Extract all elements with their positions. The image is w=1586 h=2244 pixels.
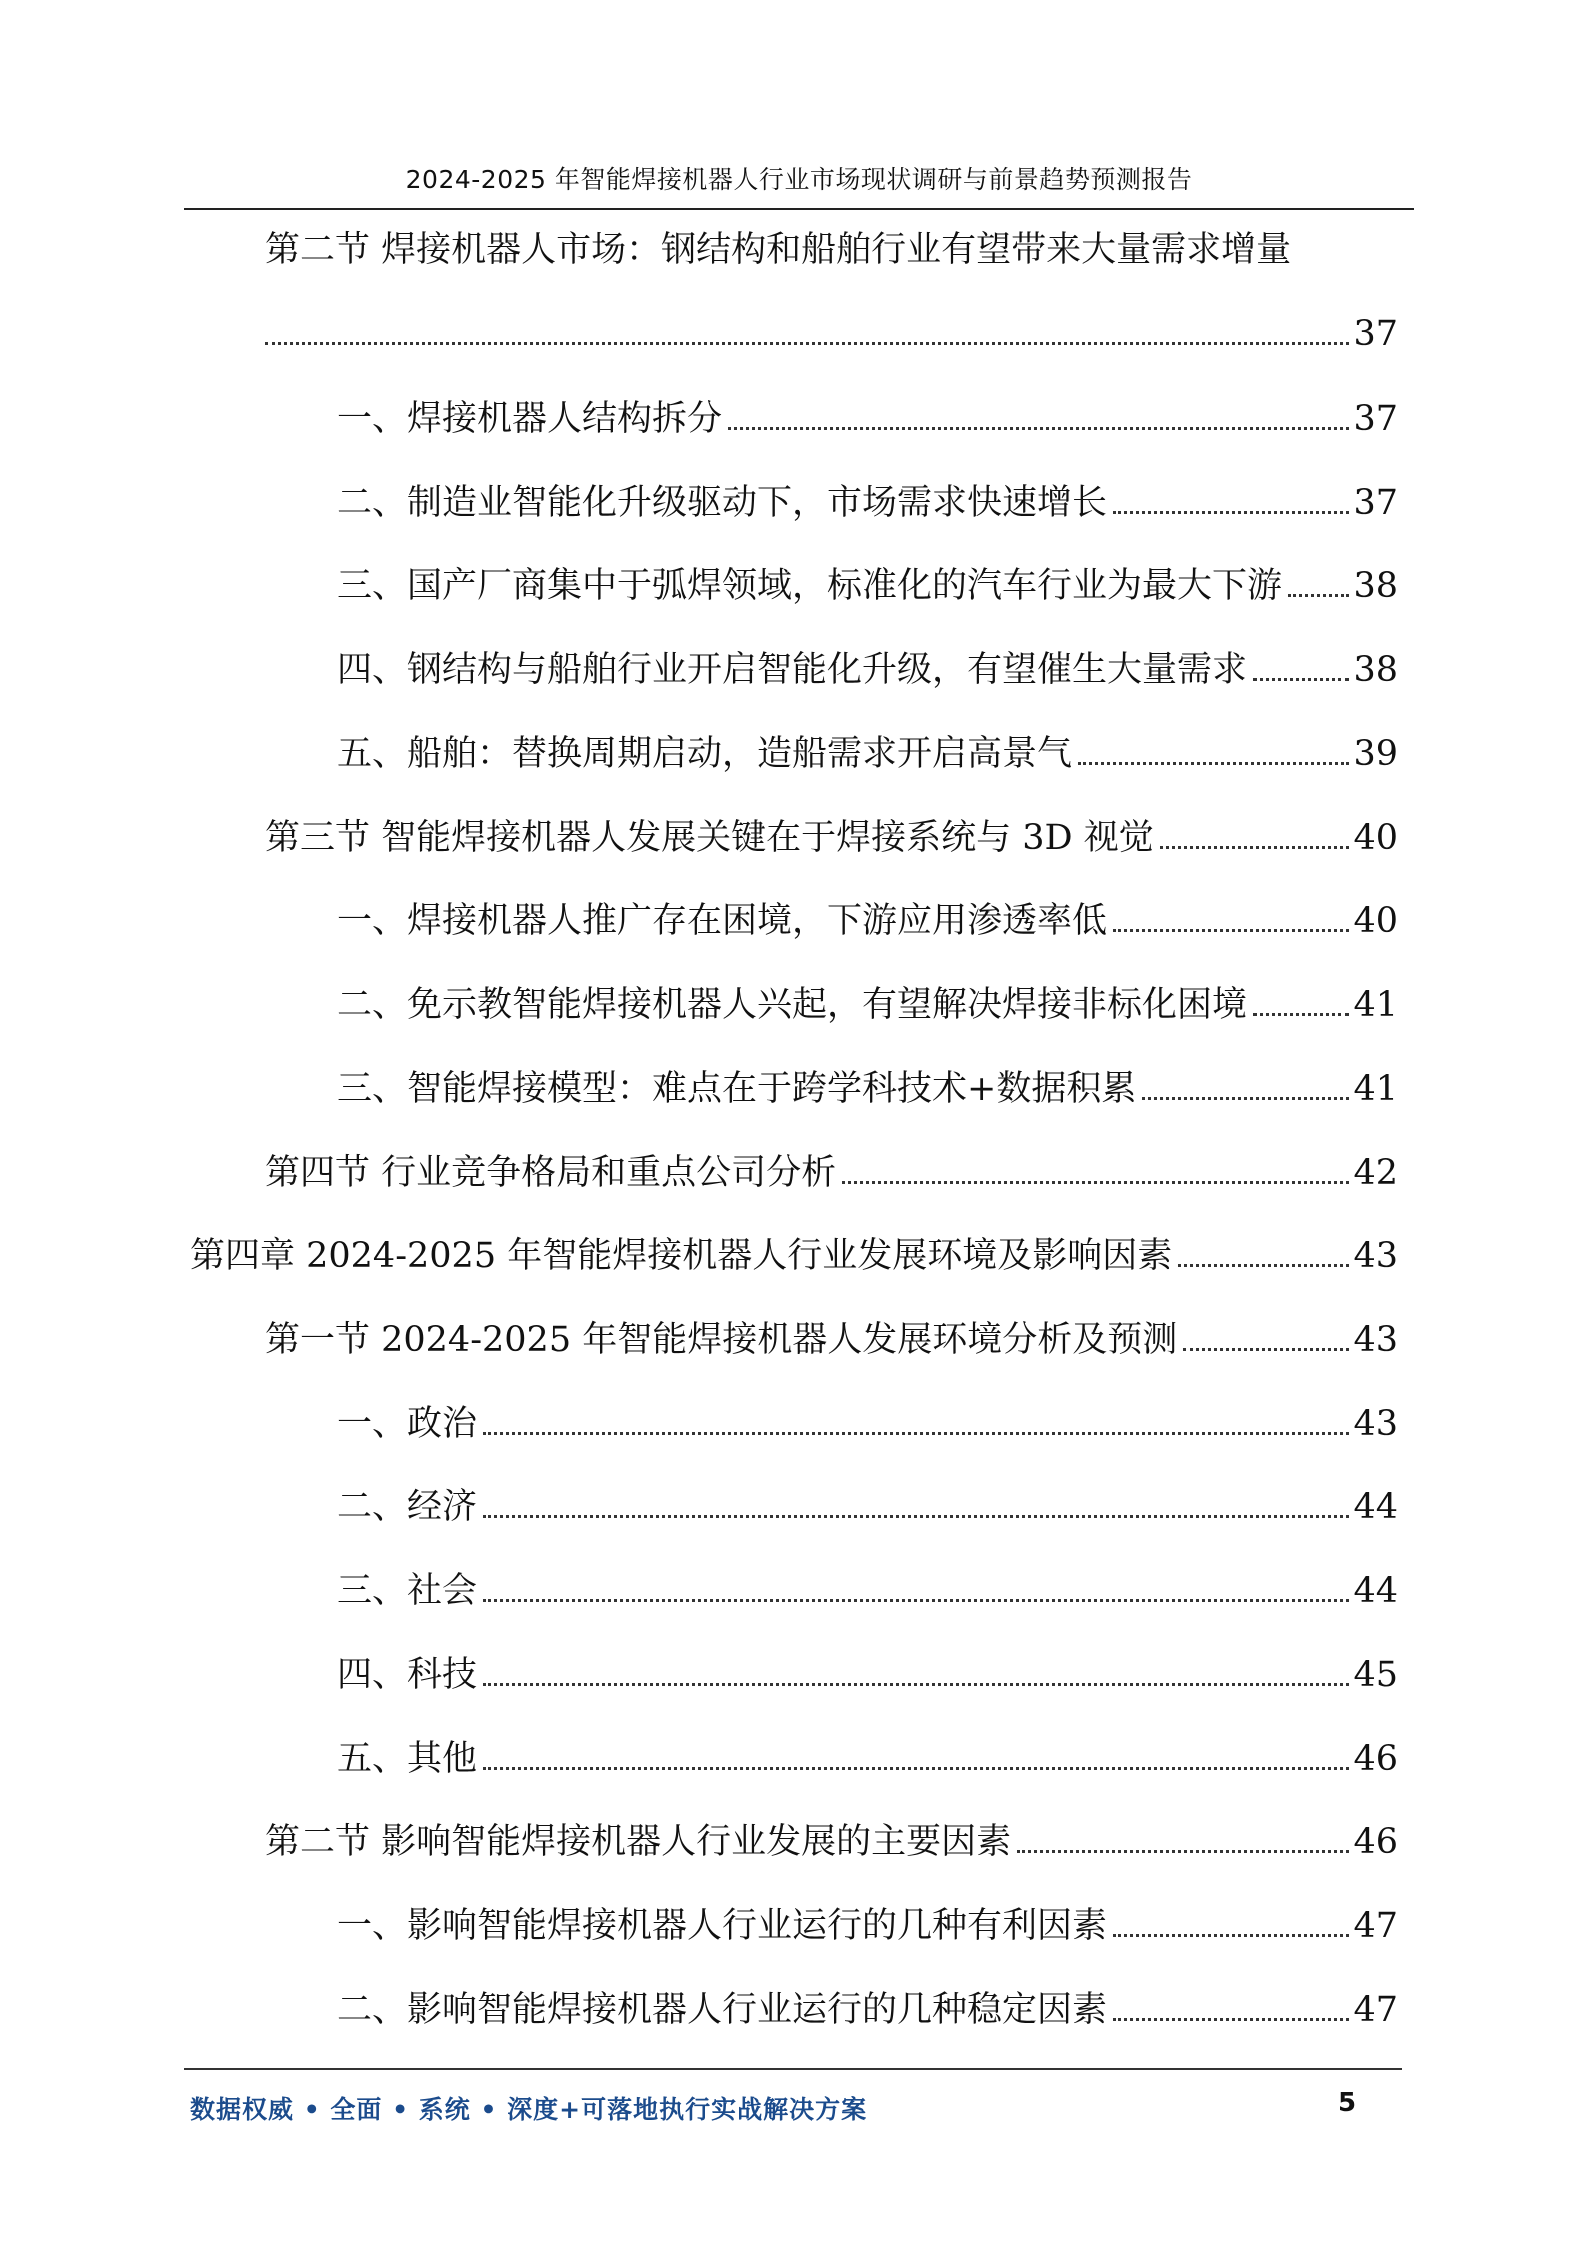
toc-entry[interactable] [337,1061,1398,1111]
toc-page-number: 47 [1353,1990,1398,2030]
toc-entry-title: 三、国产厂商集中于弧焊领域，标准化的汽车行业为最大下游 [337,566,1283,606]
dot-leader [1113,929,1349,932]
toc-entry[interactable] [265,810,1398,860]
toc-page-number: 43 [1353,1404,1398,1444]
toc-entry-title: 一、焊接机器人推广存在困境，下游应用渗透率低 [337,901,1108,941]
toc-entry-title: 五、船舶：替换周期启动，造船需求开启高景气 [337,734,1073,774]
toc-page-number: 41 [1353,985,1398,1025]
toc-entry-continuation[interactable] [265,306,1398,356]
toc-entry-title: 五、其他 [337,1739,478,1779]
toc-entry[interactable] [337,1898,1398,1948]
dot-leader [1253,1013,1349,1016]
dot-leader [483,1432,1349,1435]
toc-entry-title: 一、焊接机器人结构拆分 [337,399,723,439]
toc-entry-title: 第四节 行业竞争格局和重点公司分析 [265,1153,837,1193]
toc-entry-title: 二、经济 [337,1487,478,1527]
toc-page-number: 46 [1353,1739,1398,1779]
toc-entry[interactable] [190,1228,1398,1278]
dot-leader [1142,1097,1349,1100]
dot-leader [265,342,1349,345]
toc-entry[interactable] [337,726,1398,776]
toc-page-number: 43 [1353,1236,1398,1276]
footer-divider [184,2068,1402,2070]
toc-entry[interactable] [337,558,1398,608]
toc-entry-title: 四、科技 [337,1655,478,1695]
toc-entry-title: 第四章 2024-2025 年智能焊接机器人行业发展环境及影响因素 [190,1236,1173,1276]
toc-entry[interactable] [337,1647,1398,1697]
dot-leader [1113,2018,1349,2021]
header-divider [184,208,1414,210]
dot-leader [1078,762,1349,765]
toc-entry[interactable] [337,1563,1398,1613]
toc-page-number: 41 [1353,1069,1398,1109]
dot-leader [1160,846,1350,849]
toc-entry[interactable] [337,893,1398,943]
dot-leader [842,1181,1349,1184]
toc-entry-title: 四、钢结构与船舶行业开启智能化升级，有望催生大量需求 [337,650,1248,690]
dot-leader [1113,511,1349,514]
toc-page-number: 37 [1353,483,1398,523]
toc-page-number: 47 [1353,1906,1398,1946]
toc-entry-title: 三、智能焊接模型：难点在于跨学科技术+数据积累 [337,1069,1137,1109]
toc-page-number: 42 [1353,1153,1398,1193]
toc-entry-title: 一、影响智能焊接机器人行业运行的几种有利因素 [337,1906,1108,1946]
toc-entry-title: 一、政治 [337,1404,478,1444]
dot-leader [1113,1934,1349,1937]
dot-leader [728,427,1349,430]
toc-entry[interactable] [265,1312,1398,1362]
toc-page-number: 45 [1353,1655,1398,1695]
footer-slogan: 数据权威 • 全面 • 系统 • 深度+可落地执行实战解决方案 [190,2095,868,2124]
toc-entry[interactable] [337,977,1398,1027]
toc-entry[interactable] [337,475,1398,525]
toc-page-number: 43 [1353,1320,1398,1360]
toc-entry[interactable] [337,1479,1398,1529]
dot-leader [1288,594,1349,597]
toc-page-number: 46 [1353,1822,1398,1862]
dot-leader [1017,1850,1349,1853]
page-header-title: 2024-2025 年智能焊接机器人行业市场现状调研与前景趋势预测报告 [405,165,1193,194]
toc-entry-title: 二、免示教智能焊接机器人兴起，有望解决焊接非标化困境 [337,985,1248,1025]
toc-entry[interactable] [337,1396,1398,1446]
toc-entry-title: 二、制造业智能化升级驱动下，市场需求快速增长 [337,483,1108,523]
toc-page-number: 38 [1353,650,1398,690]
toc-entry[interactable] [337,1731,1398,1781]
toc-entry[interactable] [265,1145,1398,1195]
toc-entry-title: 第一节 2024-2025 年智能焊接机器人发展环境分析及预测 [265,1320,1178,1360]
toc-page-number: 44 [1353,1571,1398,1611]
toc-entry-section-heading[interactable]: 第二节 焊接机器人市场：钢结构和船舶行业有望带来大量需求增量 [265,230,1292,270]
dot-leader [1178,1264,1349,1267]
toc-page-number: 37 [1353,314,1398,354]
toc-entry[interactable] [337,1982,1398,2032]
toc-entry[interactable] [337,391,1398,441]
dot-leader [483,1767,1349,1770]
toc-entry[interactable] [265,1814,1398,1864]
toc-entry-title: 二、影响智能焊接机器人行业运行的几种稳定因素 [337,1990,1108,2030]
toc-entry-title: 第三节 智能焊接机器人发展关键在于焊接系统与 3D 视觉 [265,818,1154,858]
dot-leader [483,1683,1349,1686]
dot-leader [1183,1348,1349,1351]
toc-entry-title: 第二节 影响智能焊接机器人行业发展的主要因素 [265,1822,1012,1862]
toc-page-number: 39 [1353,734,1398,774]
toc-page-number: 38 [1353,566,1398,606]
dot-leader [483,1599,1349,1602]
toc-entry[interactable] [337,642,1398,692]
toc-page-number: 44 [1353,1487,1398,1527]
dot-leader [1253,678,1349,681]
toc-page-number: 40 [1353,818,1398,858]
toc-entry-title: 三、社会 [337,1571,478,1611]
toc-page-number: 40 [1353,901,1398,941]
toc-page-number: 37 [1353,399,1398,439]
footer-page-number: 5 [1338,2088,1357,2118]
dot-leader [483,1515,1349,1518]
